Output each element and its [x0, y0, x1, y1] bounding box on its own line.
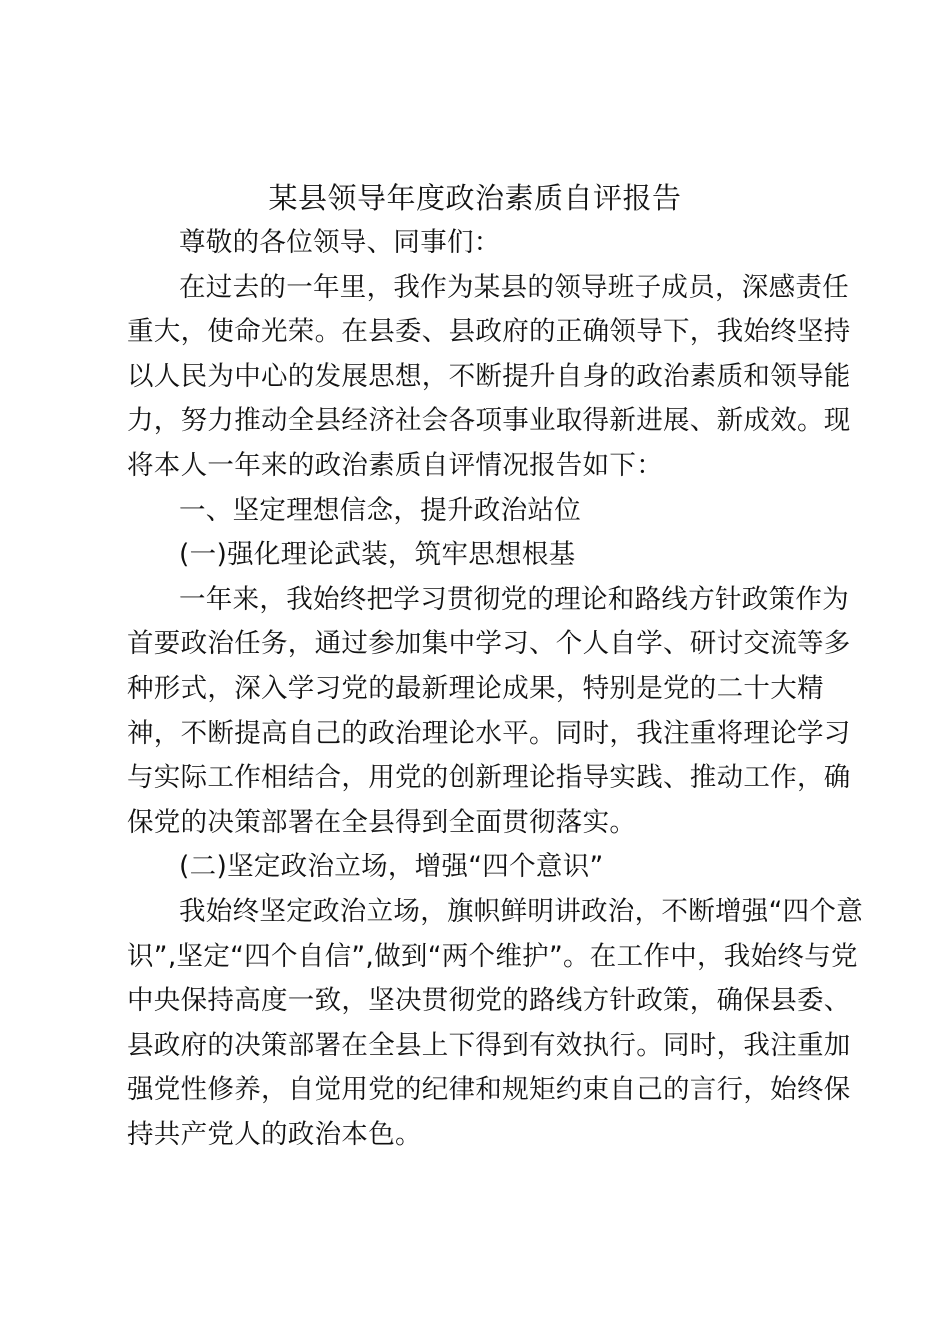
subsection-heading: (二)坚定政治立场，增强“四个意识”	[179, 851, 604, 883]
paragraph-line: 强党性修养，自觉用党的纪律和规矩约束自己的言行，始终保	[127, 1074, 851, 1106]
document-body	[127, 221, 864, 1157]
paragraph-line: 保党的决策部署在全县得到全面贯彻落实。	[127, 806, 637, 838]
salutation-line: 尊敬的各位领导、同事们：	[179, 227, 501, 258]
paragraph-line: 一年来，我始终把学习贯彻党的理论和路线方针政策作为	[179, 583, 849, 615]
intro-paragraph-line: 在过去的一年里，我作为某县的领导班子成员，深感责任	[179, 271, 849, 303]
paragraph-line: 中央保持高度一致，坚决贯彻党的路线方针政策，确保县委、	[127, 985, 851, 1017]
intro-paragraph-line: 将本人一年来的政治素质自评情况报告如下：	[127, 449, 663, 481]
paragraph-line: 与实际工作相结合，用党的创新理论指导实践、推动工作，确	[127, 762, 851, 794]
paragraph-line: 持共产党人的政治本色。	[127, 1118, 422, 1150]
document-title: 某县领导年度政治素质自评报告	[268, 181, 682, 215]
paragraph-line: 首要政治任务，通过参加集中学习、个人自学、研讨交流等多	[127, 628, 851, 660]
paragraph-line: 县政府的决策部署在全县上下得到有效执行。同时，我注重加	[127, 1029, 851, 1061]
subsection-heading: (一)强化理论武装，筑牢思想根基	[179, 539, 576, 571]
intro-paragraph-line: 力，努力推动全县经济社会各项事业取得新进展、新成效。现	[127, 405, 851, 437]
intro-paragraph-line: 以人民为中心的发展思想，不断提升自身的政治素质和领导能	[127, 360, 851, 392]
paragraph-line: 神，不断提高自己的政治理论水平。同时，我注重将理论学习	[127, 717, 851, 749]
intro-paragraph-line: 重大，使命光荣。在县委、县政府的正确领导下，我始终坚持	[127, 316, 851, 348]
paragraph-line: 识”,坚定“四个自信”,做到“两个维护”。在工作中，我始终与党	[127, 940, 858, 972]
paragraph-line: 我始终坚定政治立场，旗帜鲜明讲政治，不断增强“四个意	[179, 895, 864, 927]
paragraph-line: 种形式，深入学习党的最新理论成果，特别是党的二十大精	[127, 672, 824, 704]
section-heading: 一、坚定理想信念，提升政治站位	[179, 494, 581, 526]
